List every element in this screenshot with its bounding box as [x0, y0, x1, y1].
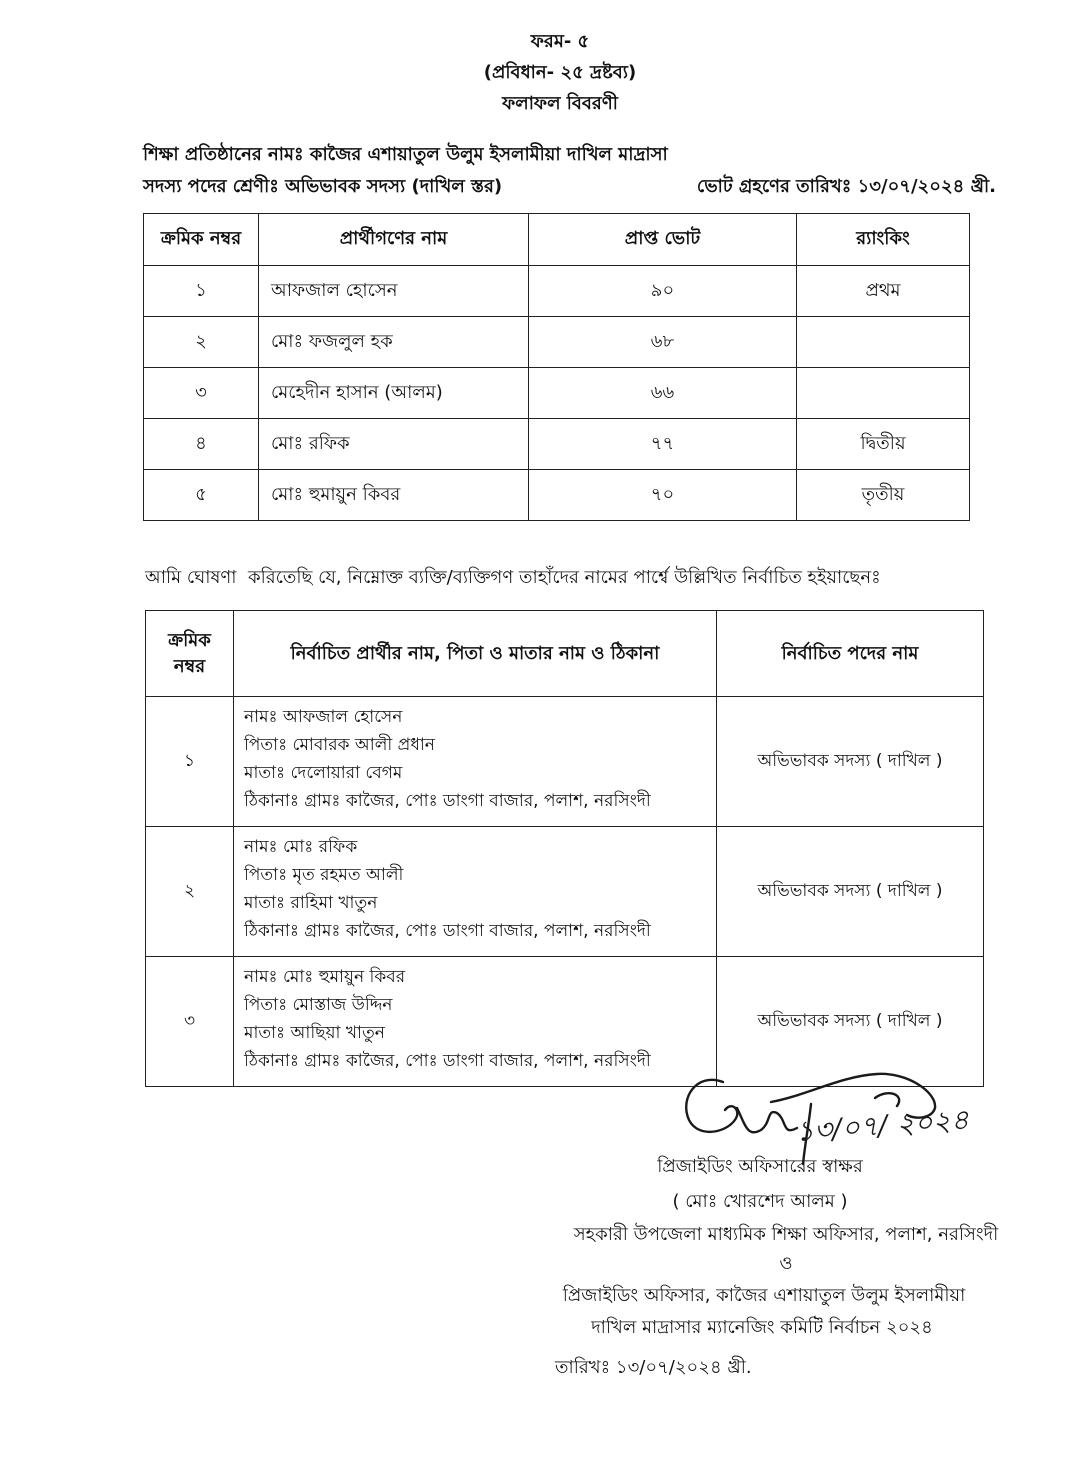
header-serial: ক্রমিক নম্বর [144, 214, 259, 266]
cell-votes: ৬৬ [529, 368, 797, 419]
member-category: সদস্য পদের শ্রেণীঃ অভিভাবক সদস্য (দাখিল স্তর) [143, 176, 503, 197]
cell-post-name: অভিভাবক সদস্য ( দাখিল ) [717, 957, 984, 1087]
header-serial-line2: নম্বর [173, 655, 206, 677]
elected-mother: মাতাঃ দেলোয়ারা বেগম [244, 763, 403, 783]
cell-votes: ৯০ [529, 266, 797, 317]
institution-name: শিক্ষা প্রতিষ্ঠানের নামঃ কাজৈর এশায়াতুল উলুম ইসলামীয়া দাখিল মাদ্রাসা [143, 144, 668, 165]
signature-date: তারিখঃ ১৩/০৭/২০২৪ খ্রী. [555, 1357, 752, 1378]
cell-elected-details [234, 827, 717, 957]
cell-serial: ২ [146, 827, 234, 957]
presiding-officer-role-line1: প্রিজাইডিং অফিসার, কাজৈর এশায়াতুল উলুম ইসলামীয়া [562, 1285, 966, 1306]
cell-serial: ২ [144, 317, 259, 368]
cell-post-name: অভিভাবক সদস্য ( দাখিল ) [717, 827, 984, 957]
elected-mother: মাতাঃ রাহিমা খাতুন [244, 893, 378, 913]
cell-elected-details [234, 957, 717, 1087]
cell-elected-details [234, 697, 717, 827]
table-row [144, 317, 970, 368]
cell-ranking: তৃতীয় [797, 470, 970, 521]
cell-serial: ১ [146, 697, 234, 827]
table-row [144, 266, 970, 317]
header-serial-line1: ক্রমিক [168, 629, 211, 651]
elected-name: নামঃ মোঃ রফিক [244, 837, 358, 857]
table-row [144, 419, 970, 470]
elected-father: পিতাঃ মৃত রহমত আলী [244, 865, 404, 885]
officer-name: ( মোঃ খোরশেদ আলম ) [672, 1191, 848, 1212]
cell-ranking: দ্বিতীয় [797, 419, 970, 470]
cell-ranking [797, 368, 970, 419]
cell-candidate-name: মোঃ রফিক [259, 419, 529, 470]
vote-results-table [143, 213, 970, 521]
cell-post-name: অভিভাবক সদস্য ( দাখিল ) [717, 697, 984, 827]
cell-serial: ৩ [146, 957, 234, 1087]
table-header-row [144, 214, 970, 266]
elected-name: নামঃ মোঃ হুমায়ুন কিবর [244, 967, 406, 987]
header-ranking: র‍্যাংকিং [797, 214, 970, 266]
elected-name: নামঃ আফজাল হোসেন [244, 707, 403, 727]
regulation-reference: (প্রবিধান- ২৫ দ্রষ্টব্য) [483, 62, 637, 83]
table-row [146, 827, 984, 957]
cell-votes: ৭৭ [529, 419, 797, 470]
table-row [144, 470, 970, 521]
table-row [146, 697, 984, 827]
declaration-text: আমি ঘোষণা করিতেছি যে, নিম্নোক্ত ব্যক্তি/ব্যক্তিগণ তাহাঁদের নামের পার্শ্বে উল্লিখিত নির্বাচিত হইয়াছেনঃ [145, 567, 881, 588]
cell-serial: ৩ [144, 368, 259, 419]
conjunction-text: ও [779, 1253, 793, 1274]
cell-ranking [797, 317, 970, 368]
cell-ranking: প্রথম [797, 266, 970, 317]
presiding-officer-role-line2: দাখিল মাদ্রাসার ম্যানেজিং কমিটি নির্বাচন ২০২৪ [591, 1317, 933, 1338]
header-candidate-name: প্রার্থীগণের নাম [259, 214, 529, 266]
document-title: ফলাফল বিবরণী [502, 93, 618, 114]
form-number: ফরম- ৫ [530, 31, 590, 52]
cell-serial: ৫ [144, 470, 259, 521]
cell-votes: ৬৮ [529, 317, 797, 368]
elected-mother: মাতাঃ আছিয়া খাতুন [244, 1023, 385, 1043]
elected-address: ঠিকানাঃ গ্রামঃ কাজৈর, পোঃ ডাংগা বাজার, পলাশ, নরসিংদী [244, 1051, 651, 1071]
header-serial [146, 611, 234, 697]
cell-candidate-name: মেহেদীন হাসান (আলম) [259, 368, 529, 419]
signature-handwritten-date: ১৩/০৭/ ২০২৪ [794, 1102, 970, 1148]
header-post-name: নির্বাচিত পদের নাম [717, 611, 984, 697]
table-row [146, 957, 984, 1087]
cell-votes: ৭০ [529, 470, 797, 521]
elected-address: ঠিকানাঃ গ্রামঃ কাজৈর, পোঃ ডাংগা বাজার, পলাশ, নরসিংদী [244, 921, 651, 941]
officer-designation: সহকারী উপজেলা মাধ্যমিক শিক্ষা অফিসার, পলাশ, নরসিংদী [573, 1224, 999, 1245]
signature-caption: প্রিজাইডিং অফিসারের স্বাক্ষর [657, 1156, 863, 1177]
vote-date: ভোট গ্রহণের তারিখঃ ১৩/০৭/২০২৪ খ্রী. [696, 176, 996, 197]
table-header-row [146, 611, 984, 697]
elected-members-table [145, 610, 984, 1087]
elected-father: পিতাঃ মোস্তাজ উদ্দিন [244, 995, 393, 1015]
cell-candidate-name: আফজাল হোসেন [259, 266, 529, 317]
cell-candidate-name: মোঃ ফজলুল হক [259, 317, 529, 368]
cell-candidate-name: মোঃ হুমায়ুন কিবর [259, 470, 529, 521]
cell-serial: ১ [144, 266, 259, 317]
header-elected-details: নির্বাচিত প্রার্থীর নাম, পিতা ও মাতার নাম ও ঠিকানা [234, 611, 717, 697]
table-row [144, 368, 970, 419]
cell-serial: ৪ [144, 419, 259, 470]
elected-father: পিতাঃ মোবারক আলী প্রধান [244, 735, 435, 755]
header-votes: প্রাপ্ত ভোট [529, 214, 797, 266]
elected-address: ঠিকানাঃ গ্রামঃ কাজৈর, পোঃ ডাংগা বাজার, পলাশ, নরসিংদী [244, 791, 651, 811]
